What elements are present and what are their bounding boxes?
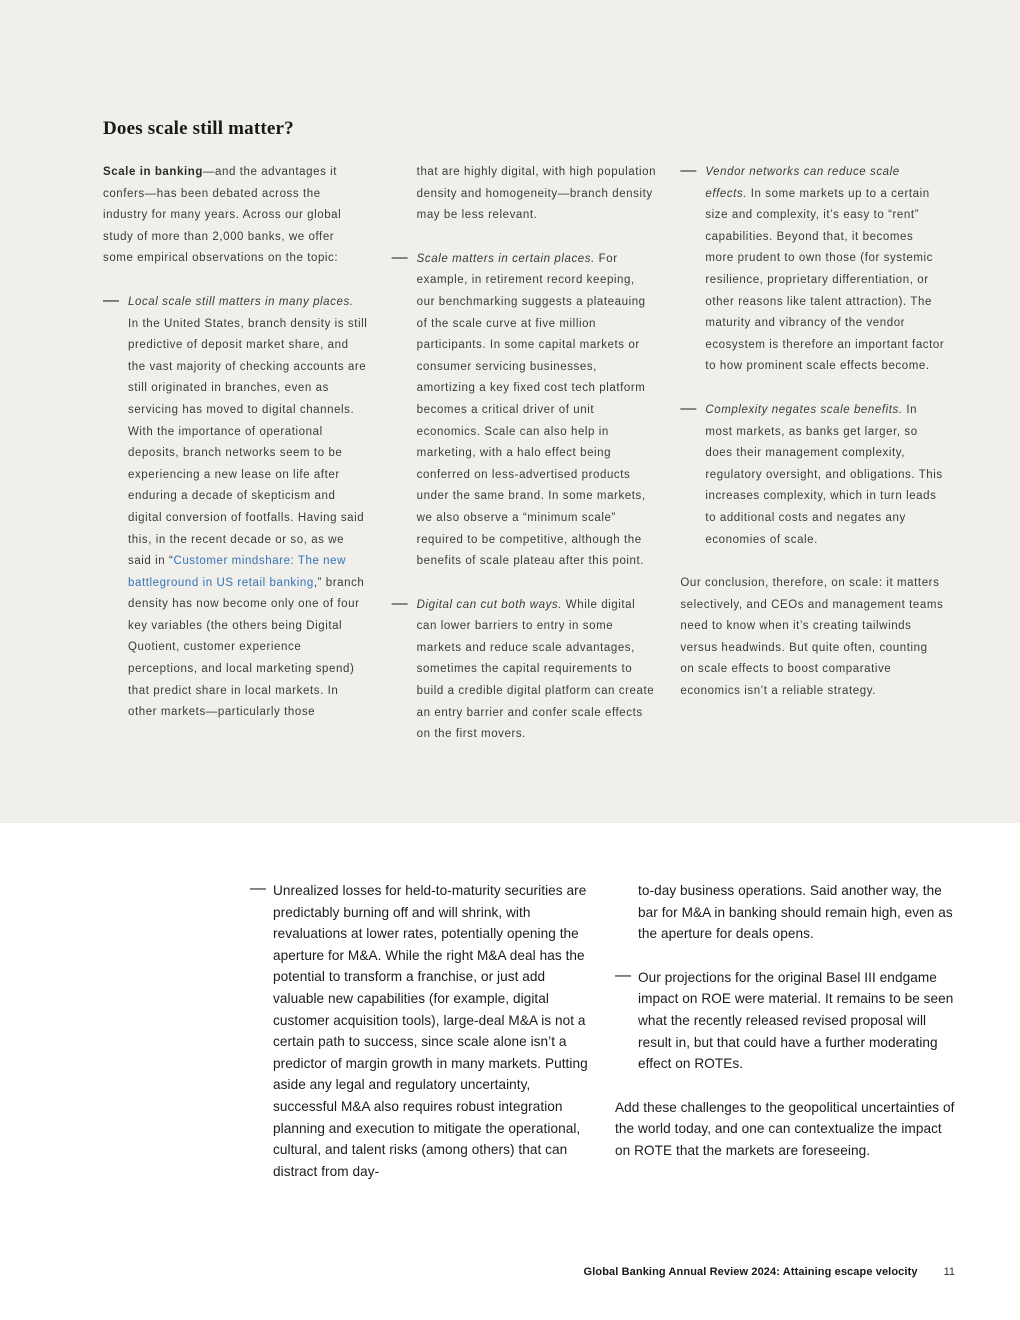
intro-paragraph — [103, 162, 368, 270]
bullet-text: Unrealized losses for held-to-maturity securities are predictably burning off and will shrink, with revaluations at lower rates, potentially opening the aperture for M&A. While the right M&A deal has the potential to transform a franchise, or just add valuable new capabilities (for example, digital customer acquisition tools), large-deal M&A is not a certain path to success, since scale alone isn’t a predictor of margin growth in many markets. Putting aside any legal and regulatory uncertainty, successful M&A also requires robust integration planning and execution to mitigate the operational, cultural, and talent risks (among others) that can distract from day- — [273, 883, 588, 1179]
bullet-dash: — — [103, 291, 119, 309]
scale-column-2 — [392, 162, 657, 768]
list-item-unrealized-losses — [250, 880, 591, 1182]
list-item-basel-projections — [615, 967, 956, 1075]
section-title: Does scale still matter? — [103, 118, 294, 139]
bullet-text-block — [705, 162, 945, 378]
bullet-text: In the United States, branch density is still predictive of deposit market share, and the vast majority of checking accounts are still originated in branches, even as servicing has moved to digital channels. With the importance of operational deposits, branch networks seem to be experiencing a new lease on life after enduring a decade of skepticism and digital conversion of footfalls. Having said this, in the recent decade or so, as we said in “ — [128, 317, 368, 568]
list-item-scale-places — [392, 249, 657, 573]
bullet-italic-lead: Vendor networks can reduce scale effects. — [705, 166, 900, 200]
customer-mindshare-article-link[interactable]: Customer mindshare: The new battleground in US retail banking — [128, 555, 347, 589]
bullet-italic-lead: Digital can cut both ways. — [416, 598, 563, 611]
intro-bold-lead: Scale in banking — [103, 166, 203, 178]
bullet-text: Our projections for the original Basel III endgame impact on ROE were material. It remains to be seen what the recently released revised proposal will result in, but that could have a further moderating effect on ROTEs. — [638, 969, 954, 1072]
closing-text: Add these challenges to the geopolitical uncertainties of the world today, and one can contextualize the impact on ROTE that the markets are foreseeing. — [615, 1099, 955, 1158]
bullet-text: While digital can lower barriers to entry in some markets and reduce scale advantages, sometimes the capital requirements to build a credible digital platform can create an entry barrier and confer scale effects on the first movers. — [416, 598, 655, 741]
bullet-text-block — [638, 967, 956, 1075]
conclusion-text: Our conclusion, therefore, on scale: it matters selectively, and CEOs and management teams need to know when it’s creating tailwinds versus headwinds. But quite often, counting on scale effects to boost comparative economics isn’t a reliable strategy. — [680, 577, 944, 698]
bullet-italic-lead: Scale matters in certain places. — [416, 252, 595, 265]
closing-paragraph — [615, 1097, 956, 1162]
bullet-text-block — [273, 880, 591, 1182]
bullet-dash: — — [680, 162, 697, 179]
bullet-text-block — [417, 249, 657, 573]
page-footer — [584, 1266, 955, 1278]
bullet-continuation-text — [417, 162, 657, 227]
bullet-text-block — [128, 292, 368, 724]
bullet-dash: — — [391, 248, 408, 266]
bullet-dash: — — [615, 966, 631, 984]
list-item-local-scale — [103, 292, 368, 724]
bullet-text: ,” branch density has now become only one of four key variables (the others being Digital Quotient, customer experience perceptions, and local marketing spend) that predict share in local markets. In other markets—particularly those — [128, 576, 365, 719]
bullet-continuation-text — [638, 880, 956, 945]
list-item-vendor-networks — [680, 162, 945, 378]
intro-text: —and the advantages it confers—has been debated across the industry for many years. Across our global study of more than 2,000 banks, we offer some empirical observations on the topic: — [103, 166, 342, 265]
footer-report-title: Global Banking Annual Review 2024: Attaining escape velocity — [583, 1266, 918, 1278]
bullet-italic-lead: Complexity negates scale benefits. — [705, 403, 903, 416]
scale-column-1 — [103, 162, 368, 768]
conclusion-paragraph — [680, 573, 945, 703]
body-column-1 — [250, 880, 591, 1204]
bullet-dash: — — [250, 880, 266, 897]
bullet-text: In most markets, as banks get larger, so does their management complexity, regulatory oversight, and obligations. This increases complexity, which in turn leads to additional costs and negates any economies of scale. — [705, 403, 943, 546]
body-section — [0, 823, 1020, 1204]
bullet-text-block — [417, 595, 657, 746]
bullet-text: In some markets up to a certain size and complexity, it’s easy to “rent” capabilities. Beyond that, it becomes more prudent to own those (for systemic resilience, proprietary differentiation, or other reasons like talent attraction). The maturity and vibrancy of the vendor ecosystem is therefore an important factor to how prominent scale effects become. — [705, 187, 945, 373]
bullet-text: For example, in retirement record keeping, our benchmarking suggests a plateauing of the scale curve at five million participants. In some capital markets or consumer servicing businesses, amortizing a key fixed cost tech platform becomes a critical driver of unit economics. Scale can also help in marketing, with a halo effect being conferred on less-advertised products under the same brand. In some markets, we also observe a “minimum scale” required to be competitive, although the benefits of scale plateau after this point. — [416, 252, 646, 568]
scale-column-3 — [680, 162, 945, 768]
body-column-2 — [615, 880, 956, 1204]
bullet-text-block — [705, 400, 945, 551]
bullet-text: to-day business operations. Said another way, the bar for M&A in banking should remain high, even as the aperture for deals opens. — [638, 883, 953, 942]
bullet-italic-lead: Local scale still matters in many places. — [128, 295, 354, 308]
bullet-text: that are highly digital, with high population density and homogeneity—branch density may be less relevant. — [416, 166, 657, 222]
scale-columns — [103, 162, 945, 768]
bullet-dash: — — [391, 594, 408, 612]
bullet-dash: — — [680, 399, 697, 417]
list-item-complexity — [680, 400, 945, 551]
list-item-digital-cut — [392, 595, 657, 746]
page-number: 11 — [943, 1266, 955, 1278]
